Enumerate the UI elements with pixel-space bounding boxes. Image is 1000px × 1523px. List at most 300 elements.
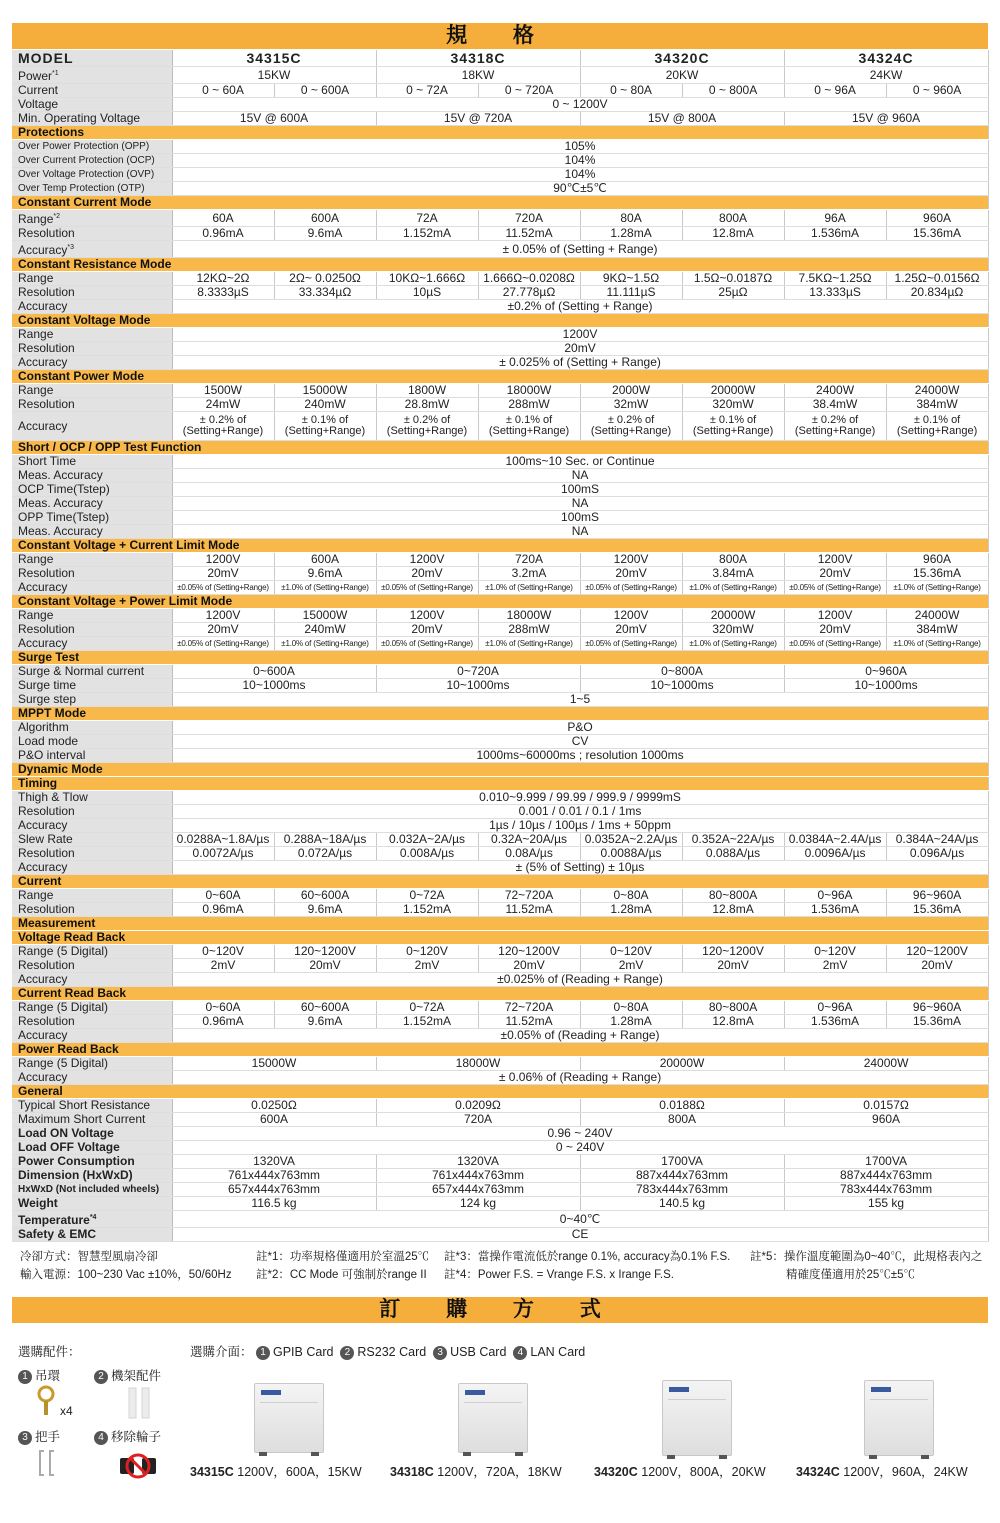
row-label: Over Voltage Protection (OVP) xyxy=(12,168,172,182)
spec-value: 20mV xyxy=(376,567,478,581)
spec-row xyxy=(12,567,988,581)
spec-row xyxy=(12,1057,988,1071)
spec-title-bar xyxy=(12,23,988,49)
spec-value: 720A xyxy=(478,210,580,227)
row-label: Meas. Accuracy xyxy=(12,525,172,539)
spec-value: 384mW xyxy=(886,398,988,412)
section-row xyxy=(12,441,988,455)
spec-value: 33.334µΩ xyxy=(274,286,376,300)
spec-value: ± 0.025% of (Setting + Range) xyxy=(172,356,988,370)
spec-row xyxy=(12,1001,988,1015)
section-row xyxy=(12,126,988,140)
spec-value: 10~1000ms xyxy=(172,679,376,693)
spec-value: 13.333µS xyxy=(784,286,886,300)
section-heading: Protections xyxy=(12,126,988,140)
spec-row xyxy=(12,749,988,763)
row-label: Thigh & Tlow xyxy=(12,791,172,805)
spec-value: 0.32A~20A/µs xyxy=(478,833,580,847)
spec-row xyxy=(12,721,988,735)
spec-value: 1200V xyxy=(580,609,682,623)
spec-row xyxy=(12,398,988,412)
spec-value: 120~1200V xyxy=(478,945,580,959)
spec-row xyxy=(12,112,988,126)
note-2: 註*2：CC Mode 可強制於range II xyxy=(256,1269,427,1281)
spec-value: 240mW xyxy=(274,623,376,637)
spec-row xyxy=(12,945,988,959)
spec-value: 7.5KΩ~1.25Ω xyxy=(784,272,886,286)
spec-value: 12.8mA xyxy=(682,1015,784,1029)
section-heading: Surge Test xyxy=(12,651,988,665)
spec-value: 15.36mA xyxy=(886,903,988,917)
spec-row xyxy=(12,469,988,483)
interface-label: 選購介面： xyxy=(190,1345,253,1359)
spec-row xyxy=(12,791,988,805)
spec-value: 20mV xyxy=(682,959,784,973)
spec-value: 18000W xyxy=(478,384,580,398)
row-label: OCP Time(Tstep) xyxy=(12,483,172,497)
spec-value: 15000W xyxy=(274,384,376,398)
spec-value: 0~80A xyxy=(580,889,682,903)
spec-value: 12.8mA xyxy=(682,903,784,917)
spec-value: 657x444x763mm xyxy=(172,1183,376,1197)
accessory-eyebolt-label: 吊環 xyxy=(35,1369,61,1383)
section-row xyxy=(12,314,988,328)
spec-value: 1700VA xyxy=(580,1155,784,1169)
section-row xyxy=(12,917,988,931)
accessory-remove-wheels-label: 移除輪子 xyxy=(111,1430,162,1444)
spec-value: 24000W xyxy=(784,1057,988,1071)
section-row xyxy=(12,987,988,1001)
row-label: Resolution xyxy=(12,623,172,637)
spec-value: 20000W xyxy=(682,384,784,398)
accessory-eyebolt xyxy=(18,1366,60,1384)
section-heading: Constant Current Mode xyxy=(12,196,988,210)
spec-value: 20mV xyxy=(172,623,274,637)
spec-value: 0.0072A/µs xyxy=(172,847,274,861)
spec-row xyxy=(12,1127,988,1141)
product-caption-34318c xyxy=(390,1462,562,1480)
section-heading: Constant Voltage Mode xyxy=(12,314,988,328)
spec-value: 24000W xyxy=(886,609,988,623)
spec-value: 0 ~ 96A xyxy=(784,84,886,98)
row-label: Power$^{*1}$ xyxy=(12,67,172,84)
spec-value: 0~720A xyxy=(376,665,580,679)
spec-value: 20mV xyxy=(172,567,274,581)
spec-value: ± 0.1% of (Setting+Range) xyxy=(274,412,376,441)
spec-value: 0.288A~18A/µs xyxy=(274,833,376,847)
spec-row xyxy=(12,1169,988,1183)
row-label: Resolution xyxy=(12,1015,172,1029)
spec-value: 116.5 kg xyxy=(172,1197,376,1211)
spec-row xyxy=(12,805,988,819)
spec-row xyxy=(12,693,988,707)
spec-value: ±0.05% of (Setting+Range) xyxy=(580,637,682,651)
row-label: Range xyxy=(12,553,172,567)
spec-value: 1800W xyxy=(376,384,478,398)
spec-value: 0.384A~24A/µs xyxy=(886,833,988,847)
row-label: Meas. Accuracy xyxy=(12,469,172,483)
eyebolt-qty: x4 xyxy=(60,1404,73,1418)
spec-value: 0~120V xyxy=(580,945,682,959)
spec-value: 20mV xyxy=(274,959,376,973)
row-label: Accuracy xyxy=(12,973,172,987)
section-row xyxy=(12,651,988,665)
section-row xyxy=(12,539,988,553)
spec-value: 0~72A xyxy=(376,1001,478,1015)
row-label: Short Time xyxy=(12,455,172,469)
spec-value: 657x444x763mm xyxy=(376,1183,580,1197)
spec-value: 15V @ 800A xyxy=(580,112,784,126)
footnote-marker: *4 xyxy=(89,1214,97,1221)
spec-row xyxy=(12,553,988,567)
spec-value: ±0.05% of (Setting+Range) xyxy=(172,637,274,651)
spec-value: 11.111µS xyxy=(580,286,682,300)
spec-value: 2mV xyxy=(784,959,886,973)
spec-value: 15000W xyxy=(172,1057,376,1071)
spec-value: 0~600A xyxy=(172,665,376,679)
spec-value: NA xyxy=(172,497,988,511)
spec-value: 0.0288A~1.8A/µs xyxy=(172,833,274,847)
spec-value: ± 0.1% of (Setting+Range) xyxy=(886,412,988,441)
spec-value: 1.152mA xyxy=(376,1015,478,1029)
section-heading: Voltage Read Back xyxy=(12,931,988,945)
row-label: Resolution xyxy=(12,959,172,973)
spec-value: 761x444x763mm xyxy=(376,1169,580,1183)
number-1-icon: 1 xyxy=(256,1346,270,1360)
spec-value: 600A xyxy=(172,1113,376,1127)
interface-gpib: GPIB Card xyxy=(273,1345,334,1359)
spec-value: 1.28mA xyxy=(580,1015,682,1029)
spec-value: CE xyxy=(172,1228,988,1242)
spec-value: 0.352A~22A/µs xyxy=(682,833,784,847)
row-label: Range xyxy=(12,889,172,903)
product-spec: 1200V，600A，15KW xyxy=(237,1465,362,1479)
row-label: Resolution xyxy=(12,227,172,241)
section-heading: General xyxy=(12,1085,988,1099)
spec-row xyxy=(12,168,988,182)
row-label: Surge step xyxy=(12,693,172,707)
spec-row xyxy=(12,182,988,196)
spec-value: ± 0.1% of (Setting+Range) xyxy=(682,412,784,441)
note-cooling: 冷卻方式：智慧型風扇冷卻 xyxy=(20,1251,158,1263)
spec-value: 320mW xyxy=(682,623,784,637)
spec-value: ± 0.1% of (Setting+Range) xyxy=(478,412,580,441)
row-label: Over Current Protection (OCP) xyxy=(12,154,172,168)
row-label: OPP Time(Tstep) xyxy=(12,511,172,525)
note-input: 輸入電源：100~230 Vac ±10%，50/60Hz xyxy=(20,1269,232,1281)
spec-value: ±0.05% of (Setting+Range) xyxy=(172,581,274,595)
spec-value: 20000W xyxy=(682,609,784,623)
spec-row xyxy=(12,1211,988,1228)
spec-value: ± 0.06% of (Reading + Range) xyxy=(172,1071,988,1085)
spec-value: 1.536mA xyxy=(784,227,886,241)
product-caption-34320c xyxy=(594,1462,766,1480)
spec-value: 15.36mA xyxy=(886,1015,988,1029)
row-label: Accuracy$^{*3}$ xyxy=(12,241,172,258)
spec-value: ±1.0% of (Setting+Range) xyxy=(682,581,784,595)
spec-row xyxy=(12,581,988,595)
order-title-bar xyxy=(12,1297,988,1323)
spec-value: 9.6mA xyxy=(274,227,376,241)
spec-value: 720A xyxy=(376,1113,580,1127)
spec-row xyxy=(12,637,988,651)
number-2-icon: 2 xyxy=(94,1370,108,1384)
section-heading: Constant Power Mode xyxy=(12,370,988,384)
row-label: Accuracy xyxy=(12,412,172,441)
spec-value: 1µs / 10µs / 100µs / 1ms + 50ppm xyxy=(172,819,988,833)
section-heading: Power Read Back xyxy=(12,1043,988,1057)
spec-value: 0.010~9.999 / 99.99 / 999.9 / 9999mS xyxy=(172,791,988,805)
product-image-34318c xyxy=(458,1383,528,1453)
spec-value: 20mV xyxy=(886,959,988,973)
spec-value: 155 kg xyxy=(784,1197,988,1211)
spec-value: 0~80A xyxy=(580,1001,682,1015)
spec-value: 1200V xyxy=(376,609,478,623)
spec-row xyxy=(12,50,988,67)
spec-row xyxy=(12,1015,988,1029)
spec-value: 0~60A xyxy=(172,1001,274,1015)
spec-value: 887x444x763mm xyxy=(580,1169,784,1183)
spec-value: ± 0.2% of (Setting+Range) xyxy=(784,412,886,441)
spec-value: NA xyxy=(172,525,988,539)
spec-value: 800A xyxy=(682,210,784,227)
product-image-34320c xyxy=(662,1380,732,1456)
spec-value: 2000W xyxy=(580,384,682,398)
spec-row xyxy=(12,455,988,469)
interface-list xyxy=(190,1342,585,1360)
spec-value: 1~5 xyxy=(172,693,988,707)
spec-value: 0.0096A/µs xyxy=(784,847,886,861)
spec-value: 96~960A xyxy=(886,889,988,903)
spec-value: 2400W xyxy=(784,384,886,398)
row-label: Surge time xyxy=(12,679,172,693)
spec-value: 1700VA xyxy=(784,1155,988,1169)
spec-row xyxy=(12,84,988,98)
interface-lan: LAN Card xyxy=(530,1345,586,1359)
row-label: Accuracy xyxy=(12,300,172,314)
spec-row xyxy=(12,1197,988,1211)
spec-value: 20mV xyxy=(172,342,988,356)
spec-value: ±0.05% of (Setting+Range) xyxy=(580,581,682,595)
note-5b: 精確度僅適用於25℃±5℃ xyxy=(786,1269,915,1281)
spec-value: ±1.0% of (Setting+Range) xyxy=(478,581,580,595)
spec-value: 0.0157Ω xyxy=(784,1099,988,1113)
spec-value: 24KW xyxy=(784,67,988,84)
note-5a: 註*5：操作溫度範圍為0~40℃，此規格表內之 xyxy=(750,1251,983,1263)
spec-row xyxy=(12,1183,988,1197)
spec-value: 15000W xyxy=(274,609,376,623)
spec-value: 1.28mA xyxy=(580,227,682,241)
spec-row xyxy=(12,623,988,637)
spec-value: 1200V xyxy=(172,328,988,342)
spec-value: 3.84mA xyxy=(682,567,784,581)
spec-value: 1200V xyxy=(784,609,886,623)
spec-value: 0~40℃ xyxy=(172,1211,988,1228)
row-label: Resolution xyxy=(12,567,172,581)
spec-value: 2mV xyxy=(580,959,682,973)
spec-value: 1.536mA xyxy=(784,903,886,917)
spec-value: ± (5% of Setting) ± 10µs xyxy=(172,861,988,875)
spec-value: 9.6mA xyxy=(274,1015,376,1029)
spec-value: 0.96mA xyxy=(172,1015,274,1029)
section-row xyxy=(12,707,988,721)
interface-rs232: RS232 Card xyxy=(357,1345,427,1359)
spec-value: 120~1200V xyxy=(274,945,376,959)
spec-row xyxy=(12,1155,988,1169)
spec-value: 0 ~ 800A xyxy=(682,84,784,98)
section-row xyxy=(12,595,988,609)
spec-value: 12KΩ~2Ω xyxy=(172,272,274,286)
product-model: 34320C xyxy=(594,1465,638,1479)
row-label: Load ON Voltage xyxy=(12,1127,172,1141)
section-heading: Current xyxy=(12,875,988,889)
spec-row xyxy=(12,833,988,847)
row-label: Range (5 Digital) xyxy=(12,945,172,959)
spec-value: 0.0250Ω xyxy=(172,1099,376,1113)
spec-value: 0.0209Ω xyxy=(376,1099,580,1113)
section-row xyxy=(12,931,988,945)
spec-value: 96~960A xyxy=(886,1001,988,1015)
product-image-34315c xyxy=(254,1383,324,1453)
spec-value: 1200V xyxy=(784,553,886,567)
note-4: 註*4：Power F.S. = Vrange F.S. x Irange F.S. xyxy=(444,1269,674,1281)
spec-value: ±0.05% of (Setting+Range) xyxy=(784,581,886,595)
spec-value: 0 ~ 1200V xyxy=(172,98,988,112)
number-2-icon: 2 xyxy=(340,1346,354,1360)
spec-value: 10~1000ms xyxy=(580,679,784,693)
spec-value: 0~60A xyxy=(172,889,274,903)
spec-value: 600A xyxy=(274,553,376,567)
spec-value: 240mW xyxy=(274,398,376,412)
spec-value: 15V @ 960A xyxy=(784,112,988,126)
spec-value: ±1.0% of (Setting+Range) xyxy=(274,637,376,651)
spec-value: 10~1000ms xyxy=(784,679,988,693)
spec-value: 0~800A xyxy=(580,665,784,679)
spec-value: ± 0.05% of (Setting + Range) xyxy=(172,241,988,258)
row-label: Range xyxy=(12,328,172,342)
spec-row xyxy=(12,412,988,441)
spec-value: 15V @ 720A xyxy=(376,112,580,126)
section-row xyxy=(12,258,988,272)
spec-value: 12.8mA xyxy=(682,227,784,241)
spec-value: 15.36mA xyxy=(886,567,988,581)
spec-value: ±0.05% of (Reading + Range) xyxy=(172,1029,988,1043)
spec-value: 3.2mA xyxy=(478,567,580,581)
spec-value: 0~96A xyxy=(784,889,886,903)
spec-row xyxy=(12,272,988,286)
section-row xyxy=(12,196,988,210)
row-label: Typical Short Resistance xyxy=(12,1099,172,1113)
spec-value: 0.96mA xyxy=(172,903,274,917)
spec-value: 1200V xyxy=(172,553,274,567)
section-row xyxy=(12,777,988,791)
spec-row xyxy=(12,328,988,342)
spec-value: 20mV xyxy=(580,567,682,581)
row-label: Over Temp Protection (OTP) xyxy=(12,182,172,196)
row-label: Resolution xyxy=(12,342,172,356)
product-model: 34324C xyxy=(796,1465,840,1479)
row-label: Weight xyxy=(12,1197,172,1211)
spec-value: 1200V xyxy=(580,553,682,567)
spec-value: P&O xyxy=(172,721,988,735)
accessory-remove-wheels xyxy=(94,1427,161,1445)
spec-value: 34320C xyxy=(580,50,784,67)
spec-value: 0~120V xyxy=(376,945,478,959)
spec-row xyxy=(12,98,988,112)
section-heading: Constant Resistance Mode xyxy=(12,258,988,272)
spec-value: 1.5Ω~0.0187Ω xyxy=(682,272,784,286)
spec-value: 15V @ 600A xyxy=(172,112,376,126)
spec-row xyxy=(12,1228,988,1242)
spec-row xyxy=(12,1113,988,1127)
spec-value: 0.032A~2A/µs xyxy=(376,833,478,847)
spec-value: 320mW xyxy=(682,398,784,412)
spec-value: 10KΩ~1.666Ω xyxy=(376,272,478,286)
spec-value: 80A xyxy=(580,210,682,227)
spec-row xyxy=(12,497,988,511)
spec-value: 120~1200V xyxy=(886,945,988,959)
spec-value: 105% xyxy=(172,140,988,154)
spec-title: 規 格 xyxy=(446,24,554,47)
spec-value: 10µS xyxy=(376,286,478,300)
spec-value: 960A xyxy=(784,1113,988,1127)
spec-value: 25µΩ xyxy=(682,286,784,300)
spec-row xyxy=(12,511,988,525)
row-label: Resolution xyxy=(12,903,172,917)
spec-row xyxy=(12,342,988,356)
spec-row xyxy=(12,525,988,539)
spec-value: 288mW xyxy=(478,623,580,637)
spec-value: 11.52mA xyxy=(478,1015,580,1029)
spec-value: 104% xyxy=(172,168,988,182)
spec-value: ± 0.2% of (Setting+Range) xyxy=(172,412,274,441)
spec-value: 60~600A xyxy=(274,889,376,903)
spec-value: 60~600A xyxy=(274,1001,376,1015)
row-label: Current xyxy=(12,84,172,98)
spec-value: 120~1200V xyxy=(682,945,784,959)
section-heading: Short / OCP / OPP Test Function xyxy=(12,441,988,455)
number-4-icon: 4 xyxy=(513,1346,527,1360)
spec-value: CV xyxy=(172,735,988,749)
spec-row xyxy=(12,889,988,903)
row-label: Temperature$^{*4}$ xyxy=(12,1211,172,1228)
spec-row xyxy=(12,483,988,497)
spec-row xyxy=(12,609,988,623)
row-label: Meas. Accuracy xyxy=(12,497,172,511)
spec-row xyxy=(12,847,988,861)
spec-value: 0 ~ 720A xyxy=(478,84,580,98)
product-spec: 1200V，960A，24KW xyxy=(843,1465,968,1479)
spec-value: 24mW xyxy=(172,398,274,412)
spec-value: ±0.05% of (Setting+Range) xyxy=(784,637,886,651)
spec-value: 0.08A/µs xyxy=(478,847,580,861)
spec-value: 0 ~ 60A xyxy=(172,84,274,98)
spec-value: 0.96mA xyxy=(172,227,274,241)
footnote-marker: *1 xyxy=(52,70,59,77)
section-heading: Measurement xyxy=(12,917,988,931)
spec-value: ±1.0% of (Setting+Range) xyxy=(274,581,376,595)
number-3-icon: 3 xyxy=(18,1431,32,1445)
row-label: Resolution xyxy=(12,805,172,819)
spec-value: 384mW xyxy=(886,623,988,637)
row-label: Resolution xyxy=(12,398,172,412)
footnote-marker: *2 xyxy=(53,213,60,220)
spec-value: ± 0.2% of (Setting+Range) xyxy=(376,412,478,441)
spec-value: 0~120V xyxy=(172,945,274,959)
spec-row xyxy=(12,679,988,693)
spec-value: 0.0352A~2.2A/µs xyxy=(580,833,682,847)
rack-bracket-icon xyxy=(126,1386,156,1420)
